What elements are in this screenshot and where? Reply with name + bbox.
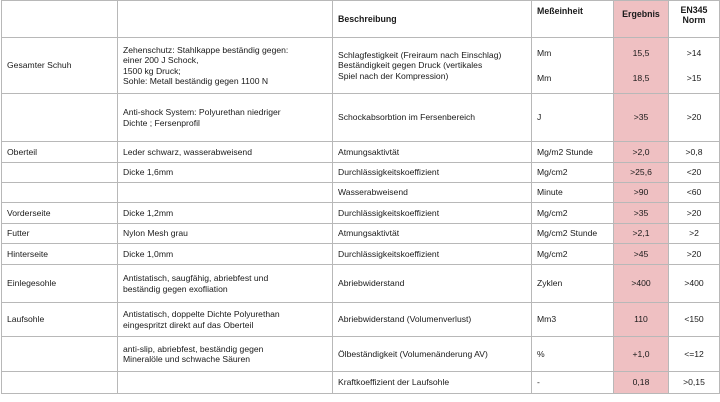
cell-norm-line: >15 <box>686 72 702 83</box>
cell-norm <box>669 142 720 163</box>
cell-unit <box>532 265 614 303</box>
cell-unit-line: Zyklen <box>537 278 563 289</box>
cell-unit <box>532 372 614 394</box>
cell-result-line: >45 <box>633 248 649 259</box>
cell-description-line: Abriebwiderstand <box>338 278 405 289</box>
cell-unit-line: Minute <box>537 187 563 198</box>
cell-result-line: >2,1 <box>632 228 650 239</box>
cell-part: Hinterseite <box>2 244 118 265</box>
cell-unit-line: Mg/m2 Stunde <box>537 146 593 157</box>
cell-description-line: Durchlässigkeitskoeffizient <box>338 167 440 178</box>
cell-norm <box>669 224 720 244</box>
cell-material <box>118 337 333 372</box>
table-row <box>2 142 720 163</box>
cell-norm-line: >20 <box>686 112 702 123</box>
cell-norm-line: >20 <box>686 207 702 218</box>
table-row <box>2 94 720 142</box>
cell-description <box>333 94 532 142</box>
table-row <box>2 303 720 337</box>
cell-material-line: beständig gegen exofliation <box>123 283 228 294</box>
cell-material-line: Nylon Mesh grau <box>123 228 188 239</box>
cell-result <box>614 337 669 372</box>
cell-material-line: einer 200 J Schock, <box>123 55 199 66</box>
cell-result-line: +1,0 <box>632 348 650 359</box>
cell-material-line: Antistatisch, doppelte Dichte Polyurethan <box>123 309 280 320</box>
cell-unit-line: Mg/cm2 Stunde <box>537 228 598 239</box>
cell-description-line: Kraftkoeffizient der Laufsohle <box>338 377 450 388</box>
cell-result-line: 110 <box>634 314 648 325</box>
cell-material-line: Dicke 1,6mm <box>123 167 174 178</box>
header-norm-line1: EN345 <box>680 5 708 15</box>
cell-material-line: eingespritzt direkt auf das Oberteil <box>123 319 254 330</box>
cell-part <box>2 163 118 183</box>
cell-part: Gesamter Schuh <box>2 38 118 94</box>
cell-part: Oberteil <box>2 142 118 163</box>
cell-description <box>333 224 532 244</box>
cell-description <box>333 372 532 394</box>
cell-unit <box>532 303 614 337</box>
cell-description-line: Atmungsaktivtät <box>338 146 400 157</box>
cell-result-line: >400 <box>631 278 651 289</box>
cell-norm <box>669 303 720 337</box>
cell-norm-line: <20 <box>686 167 702 178</box>
cell-result-line: 0,18 <box>632 377 650 388</box>
cell-result <box>614 94 669 142</box>
cell-material <box>118 244 333 265</box>
cell-material <box>118 303 333 337</box>
cell-result <box>614 163 669 183</box>
cell-material-line: Anti-shock System: Polyurethan niedriger <box>123 107 281 118</box>
cell-norm-line: >0,8 <box>685 146 703 157</box>
cell-unit <box>532 163 614 183</box>
cell-result <box>614 38 669 94</box>
cell-material-line: Leder schwarz, wasserabweisend <box>123 146 252 157</box>
cell-unit-line: Mg/cm2 <box>537 167 568 178</box>
specification-table <box>1 0 720 394</box>
cell-material-line: 1500 kg Druck; <box>123 65 181 76</box>
cell-unit-line: Mg/cm2 <box>537 248 568 259</box>
header-result: Ergebnis <box>614 1 669 38</box>
cell-material-line: Mineralöle und schwache Säuren <box>123 354 251 364</box>
cell-material <box>118 183 333 203</box>
cell-description <box>333 303 532 337</box>
cell-result <box>614 224 669 244</box>
cell-norm-line: <150 <box>684 314 704 325</box>
cell-result-line: >90 <box>633 187 649 198</box>
table-row <box>2 203 720 224</box>
cell-norm <box>669 183 720 203</box>
cell-norm-line: >20 <box>686 248 702 259</box>
cell-norm <box>669 94 720 142</box>
cell-part <box>2 337 118 372</box>
header-row <box>2 1 720 38</box>
cell-unit-line: % <box>537 348 545 359</box>
table-row <box>2 38 720 94</box>
header-unit: Meßeinheit <box>532 1 614 38</box>
cell-result <box>614 142 669 163</box>
cell-norm-line: >400 <box>684 278 704 289</box>
cell-unit-line: Mg/cm2 <box>537 207 568 218</box>
cell-material <box>118 94 333 142</box>
cell-result <box>614 183 669 203</box>
cell-unit-line: - <box>537 377 540 388</box>
cell-result-line: >2,0 <box>632 146 650 157</box>
cell-unit <box>532 38 614 94</box>
cell-description-line: Spiel nach der Kompression) <box>338 70 449 81</box>
cell-description <box>333 203 532 224</box>
cell-material-line: Zehenschutz: Stahlkappe beständig gegen: <box>123 44 289 55</box>
cell-description <box>333 244 532 265</box>
cell-material-line: Dicke 1,0mm <box>123 248 174 259</box>
cell-material <box>118 38 333 94</box>
cell-norm <box>669 265 720 303</box>
cell-unit-line: Mm <box>537 47 552 58</box>
cell-material <box>118 142 333 163</box>
cell-result <box>614 203 669 224</box>
cell-description <box>333 183 532 203</box>
header-description: Beschreibung <box>333 1 532 38</box>
cell-description <box>333 142 532 163</box>
cell-description-line: Ölbeständigkeit (Volumenänderung AV) <box>338 348 488 359</box>
table-row <box>2 183 720 203</box>
cell-material-line: Dicke 1,2mm <box>123 207 174 218</box>
cell-result <box>614 244 669 265</box>
cell-material-line: Sohle: Metall beständig gegen 1100 N <box>123 75 269 86</box>
cell-part: Einlegesohle <box>2 265 118 303</box>
cell-norm <box>669 372 720 394</box>
table-row <box>2 244 720 265</box>
cell-norm <box>669 337 720 372</box>
cell-part: Vorderseite <box>2 203 118 224</box>
cell-result <box>614 265 669 303</box>
cell-description-line: Abriebwiderstand (Volumenverlust) <box>338 314 472 325</box>
cell-description <box>333 265 532 303</box>
cell-result <box>614 372 669 394</box>
cell-unit-line: Mm <box>537 72 552 83</box>
cell-part: Laufsohle <box>2 303 118 337</box>
table-row <box>2 163 720 183</box>
cell-norm <box>669 203 720 224</box>
cell-part <box>2 372 118 394</box>
cell-result-line: >35 <box>633 112 649 123</box>
cell-description-line: Wasserabweisend <box>338 187 408 198</box>
cell-unit <box>532 337 614 372</box>
cell-description-line: Atmungsaktivtät <box>338 228 400 239</box>
cell-result-line: 15,5 <box>632 47 650 58</box>
cell-description <box>333 38 532 94</box>
cell-material-line: Antistatisch, saugfähig, abriebfest und <box>123 273 269 284</box>
cell-description <box>333 337 532 372</box>
cell-material <box>118 203 333 224</box>
cell-unit-line: J <box>537 112 542 123</box>
header-norm <box>669 1 720 38</box>
cell-norm-line: >2 <box>689 228 699 239</box>
cell-material-line: Dichte ; Fersenprofil <box>123 117 200 128</box>
cell-norm-line: >0,15 <box>683 377 705 388</box>
cell-unit <box>532 203 614 224</box>
header-material <box>118 1 333 38</box>
cell-unit <box>532 94 614 142</box>
table-body <box>2 38 720 394</box>
table-row <box>2 372 720 394</box>
cell-norm <box>669 163 720 183</box>
cell-description-line: Schlagfestigkeit (Freiraum nach Einschlag) <box>338 50 502 61</box>
cell-part <box>2 183 118 203</box>
cell-material <box>118 224 333 244</box>
cell-norm-line: >14 <box>686 47 702 58</box>
cell-part <box>2 94 118 142</box>
cell-norm-line: <=12 <box>684 348 704 359</box>
cell-description-line: Schockabsorbtion im Fersenbereich <box>338 112 476 123</box>
cell-result-line: >35 <box>633 207 649 218</box>
cell-unit <box>532 183 614 203</box>
cell-material <box>118 265 333 303</box>
table-row <box>2 337 720 372</box>
header-part <box>2 1 118 38</box>
cell-result <box>614 303 669 337</box>
cell-part: Futter <box>2 224 118 244</box>
cell-result-line: 18,5 <box>632 72 650 83</box>
cell-unit <box>532 142 614 163</box>
table-row <box>2 224 720 244</box>
cell-description-line: Durchlässigkeitskoeffizient <box>338 207 440 218</box>
header-norm-line2: Norm <box>682 15 706 26</box>
cell-description-line: Durchlässigkeitskoeffizient <box>338 248 440 259</box>
cell-norm <box>669 38 720 94</box>
cell-unit-line: Mm3 <box>537 314 557 325</box>
table-row <box>2 265 720 303</box>
cell-unit <box>532 244 614 265</box>
cell-material-line: anti-slip, abriebfest, beständig gegen <box>123 343 264 354</box>
cell-norm <box>669 244 720 265</box>
cell-material <box>118 372 333 394</box>
cell-description <box>333 163 532 183</box>
cell-material <box>118 163 333 183</box>
cell-result-line: >25,6 <box>630 167 652 178</box>
cell-description-line: Beständigkeit gegen Druck (vertikales <box>338 60 483 71</box>
cell-norm-line: <60 <box>686 187 702 198</box>
cell-unit <box>532 224 614 244</box>
